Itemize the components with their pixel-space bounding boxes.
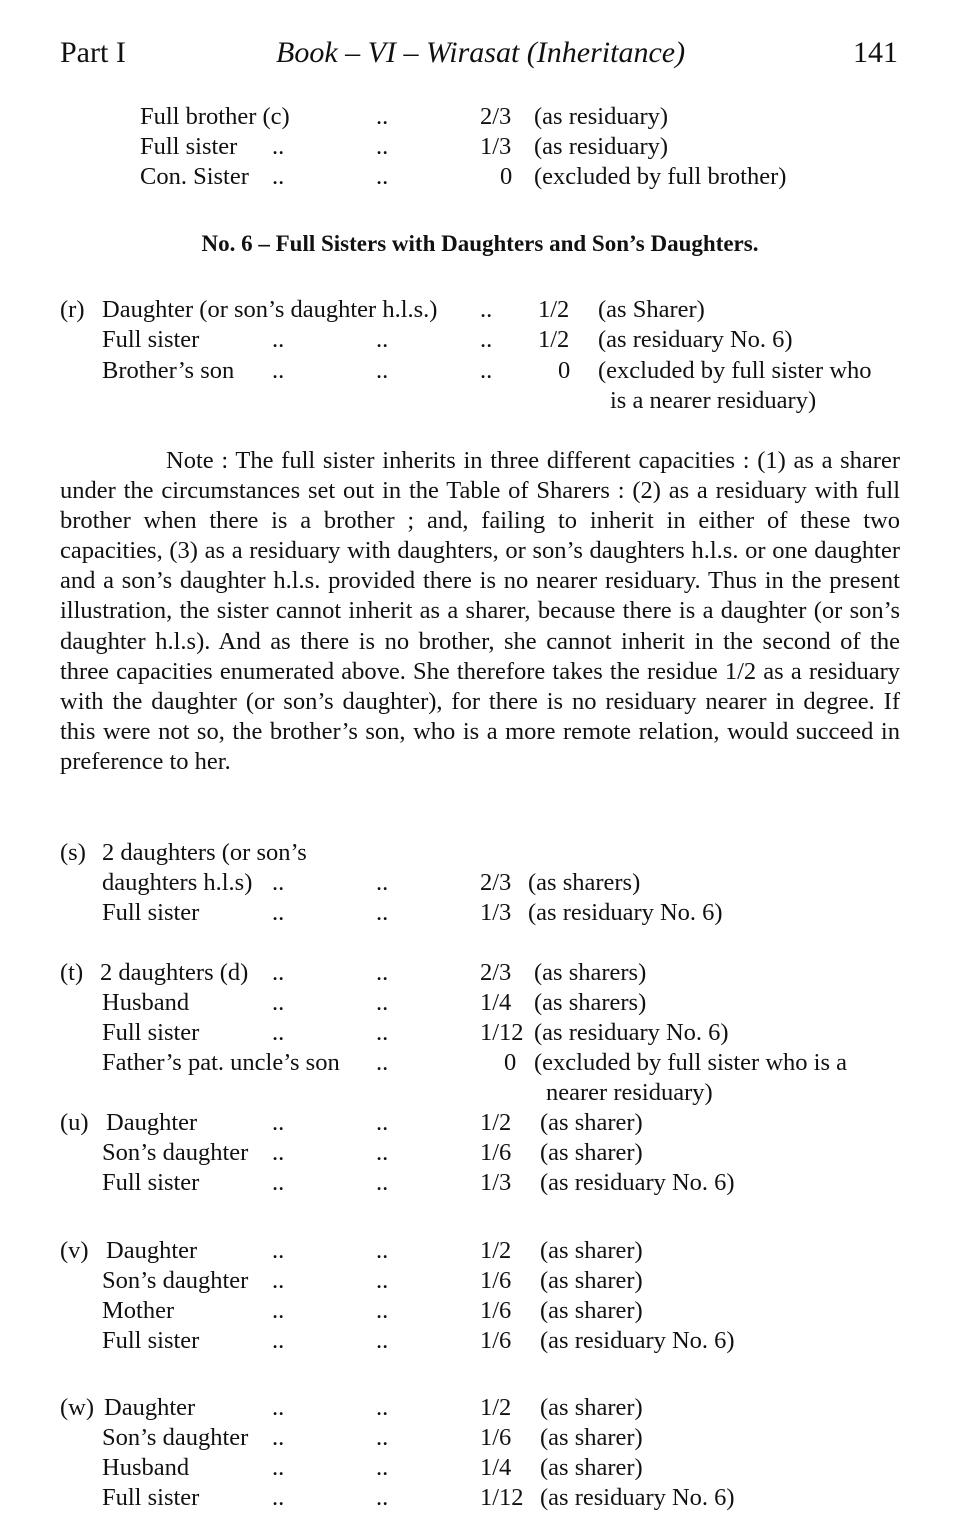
leader-dots: .. xyxy=(376,1394,389,1421)
share-value: 1/6 xyxy=(480,1424,512,1451)
leader-dots: .. xyxy=(272,1139,285,1166)
section-heading: No. 6 – Full Sisters with Daughters and Son’s Daughters. xyxy=(201,231,759,256)
heir-name: Daughter xyxy=(106,1109,198,1136)
share-note-continued: is a nearer residuary) xyxy=(610,387,817,414)
leader-dots: .. xyxy=(272,899,285,926)
share-note: (as residuary No. 6) xyxy=(540,1169,735,1196)
leader-dots: .. xyxy=(376,1237,389,1264)
table-row xyxy=(0,1393,960,1423)
leader-dots: .. xyxy=(272,1484,285,1511)
table-row xyxy=(0,1018,960,1048)
leader-dots: .. xyxy=(272,989,285,1016)
heir-name: Husband xyxy=(102,1454,190,1481)
share-value: 1/12 xyxy=(480,1484,524,1511)
leader-dots: .. xyxy=(272,1454,285,1481)
heir-name: daughters h.l.s) xyxy=(102,869,253,896)
table-row xyxy=(0,356,960,386)
share-note: (as residuary) xyxy=(534,103,669,130)
heir-name: Full sister xyxy=(140,133,238,160)
leader-dots: .. xyxy=(376,133,389,160)
table-row xyxy=(0,1168,960,1198)
case-label: (u) xyxy=(60,1109,89,1136)
share-note: (as residuary No. 6) xyxy=(534,1019,729,1046)
table-row xyxy=(0,1236,960,1266)
share-value: 0 xyxy=(558,357,571,384)
table-row xyxy=(0,295,960,325)
share-value: 2/3 xyxy=(480,959,512,986)
header-title: Book – VI – Wirasat (Inheritance) xyxy=(276,36,686,69)
heir-name: Full sister xyxy=(102,899,200,926)
leader-dots: .. xyxy=(376,989,389,1016)
heir-name: Full brother (c) xyxy=(140,103,290,130)
share-note: (as sharers) xyxy=(534,989,647,1016)
leader-dots: .. xyxy=(376,326,389,353)
leader-dots: .. xyxy=(376,1297,389,1324)
page-header xyxy=(60,30,898,70)
share-note: (excluded by full brother) xyxy=(534,163,787,190)
share-note: (as sharers) xyxy=(534,959,647,986)
share-value: 1/2 xyxy=(480,1237,512,1264)
share-value: 2/3 xyxy=(480,103,512,130)
share-value: 1/3 xyxy=(480,1169,512,1196)
table-row xyxy=(0,988,960,1018)
table-row xyxy=(0,868,960,898)
leader-dots: .. xyxy=(272,357,285,384)
table-row xyxy=(0,132,960,162)
leader-dots: .. xyxy=(272,133,285,160)
heir-name: Father’s pat. uncle’s son xyxy=(102,1049,340,1076)
table-row xyxy=(0,1453,960,1483)
heir-name: Con. Sister xyxy=(140,163,249,190)
table-row xyxy=(0,102,960,132)
table-row xyxy=(0,162,960,192)
share-value: 1/6 xyxy=(480,1297,512,1324)
leader-dots: .. xyxy=(376,357,389,384)
share-value: 1/3 xyxy=(480,133,512,160)
table-row xyxy=(0,1423,960,1453)
leader-dots: .. xyxy=(272,1109,285,1136)
leader-dots: .. xyxy=(272,1394,285,1421)
heir-name: Son’s daughter xyxy=(102,1424,249,1451)
share-value: 1/2 xyxy=(538,326,570,353)
leader-dots: .. xyxy=(376,869,389,896)
heir-name: Full sister xyxy=(102,1019,200,1046)
heir-name: 2 daughters (or son’s xyxy=(102,839,307,866)
heir-name: Full sister xyxy=(102,326,200,353)
share-note: (as residuary No. 6) xyxy=(540,1484,735,1511)
heir-name: 2 daughters (d) xyxy=(100,959,249,986)
share-note: (excluded by full sister who is a xyxy=(534,1049,847,1076)
table-row xyxy=(0,1048,960,1078)
leader-dots: .. xyxy=(272,959,285,986)
table-row xyxy=(0,325,960,355)
table-row xyxy=(0,958,960,988)
leader-dots: .. xyxy=(272,1019,285,1046)
leader-dots: .. xyxy=(272,326,285,353)
table-row xyxy=(0,1138,960,1168)
leader-dots: .. xyxy=(376,899,389,926)
share-note: (as sharer) xyxy=(540,1454,643,1481)
case-label: (s) xyxy=(60,839,86,866)
table-row xyxy=(0,386,960,416)
note-paragraph xyxy=(60,446,900,777)
heir-name: Brother’s son xyxy=(102,357,235,384)
share-note: (as residuary) xyxy=(534,133,669,160)
share-value: 0 xyxy=(504,1049,517,1076)
leader-dots: .. xyxy=(272,1327,285,1354)
leader-dots: .. xyxy=(376,1169,389,1196)
share-note: (excluded by full sister who xyxy=(598,357,872,384)
share-value: 1/6 xyxy=(480,1139,512,1166)
case-label: (t) xyxy=(60,959,84,986)
leader-dots: .. xyxy=(272,869,285,896)
share-note: (as sharer) xyxy=(540,1267,643,1294)
leader-dots: .. xyxy=(272,1169,285,1196)
leader-dots: .. xyxy=(376,1139,389,1166)
leader-dots: .. xyxy=(272,1297,285,1324)
leader-dots: .. xyxy=(272,1424,285,1451)
share-note: (as sharer) xyxy=(540,1424,643,1451)
leader-dots: .. xyxy=(376,163,389,190)
share-note: (as residuary No. 6) xyxy=(598,326,793,353)
table-row xyxy=(0,1483,960,1513)
share-value: 0 xyxy=(500,163,513,190)
share-value: 1/3 xyxy=(480,899,512,926)
heir-name: Daughter xyxy=(104,1394,196,1421)
leader-dots: .. xyxy=(376,103,389,130)
table-row xyxy=(0,1078,960,1108)
heir-name: Daughter xyxy=(106,1237,198,1264)
leader-dots: .. xyxy=(480,357,493,384)
note-text: Note : The full sister inherits in three different capacities : (1) as a sharer under the circumstances set out in the Table of Sharers : (2) as a residuary with full brother when there is a brother ; and, failing to inherit in either of these two capacities, (3) as a residuary with daughters, or son’s daughters h.l.s. or one daughter and a son’s daughter h.l.s. provided there is no nearer residuary. Thus in the present illustration, the sister cannot inherit as a sharer, because there is a daughter (or son’s daughter h.l.s). And as there is no brother, she cannot inherit in the second of the three capacities enumerated above. She therefore takes the residue 1/2 as a residuary with the daughter (or son’s daughter), for there is no residuary nearer in degree. If this were not so, the brother’s son, who is a more remote relation, would succeed in preference to her. xyxy=(60,447,900,775)
share-value: 1/2 xyxy=(538,296,570,323)
leader-dots: .. xyxy=(272,1267,285,1294)
share-note: (as sharer) xyxy=(540,1139,643,1166)
share-value: 2/3 xyxy=(480,869,512,896)
leader-dots: .. xyxy=(376,1267,389,1294)
share-value: 1/6 xyxy=(480,1267,512,1294)
table-row xyxy=(0,1326,960,1356)
table-row xyxy=(0,1296,960,1326)
leader-dots: .. xyxy=(376,1484,389,1511)
share-value: 1/6 xyxy=(480,1327,512,1354)
heir-name: Mother xyxy=(102,1297,175,1324)
leader-dots: .. xyxy=(376,1109,389,1136)
case-label: (w) xyxy=(60,1394,95,1421)
share-value: 1/2 xyxy=(480,1394,512,1421)
share-note: (as Sharer) xyxy=(598,296,705,323)
share-value: 1/12 xyxy=(480,1019,524,1046)
leader-dots: .. xyxy=(480,326,493,353)
header-part: Part I xyxy=(60,36,126,69)
share-note: (as sharer) xyxy=(540,1109,643,1136)
leader-dots: .. xyxy=(272,1237,285,1264)
heir-name: Full sister xyxy=(102,1169,200,1196)
leader-dots: .. xyxy=(376,1327,389,1354)
case-label: (r) xyxy=(60,296,85,323)
leader-dots: .. xyxy=(376,1454,389,1481)
share-note: (as sharer) xyxy=(540,1297,643,1324)
page-number: 141 xyxy=(853,36,898,69)
leader-dots: .. xyxy=(376,1019,389,1046)
heir-name: Husband xyxy=(102,989,190,1016)
table-row xyxy=(0,1108,960,1138)
share-value: 1/2 xyxy=(480,1109,512,1136)
leader-dots: .. xyxy=(272,163,285,190)
share-note: (as residuary No. 6) xyxy=(540,1327,735,1354)
leader-dots: .. xyxy=(480,296,493,323)
table-row xyxy=(0,838,960,868)
heir-name: Full sister xyxy=(102,1327,200,1354)
table-row xyxy=(0,1266,960,1296)
heir-name: Son’s daughter xyxy=(102,1267,249,1294)
share-value: 1/4 xyxy=(480,989,512,1016)
leader-dots: .. xyxy=(376,959,389,986)
leader-dots: .. xyxy=(376,1049,389,1076)
heir-name: Son’s daughter xyxy=(102,1139,249,1166)
heir-name: Daughter (or son’s daughter h.l.s.) xyxy=(102,296,438,323)
case-label: (v) xyxy=(60,1237,89,1264)
share-note: (as sharer) xyxy=(540,1394,643,1421)
share-note-continued: nearer residuary) xyxy=(546,1079,713,1106)
heir-name: Full sister xyxy=(102,1484,200,1511)
share-value: 1/4 xyxy=(480,1454,512,1481)
share-note: (as residuary No. 6) xyxy=(528,899,723,926)
share-note: (as sharers) xyxy=(528,869,641,896)
share-note: (as sharer) xyxy=(540,1237,643,1264)
leader-dots: .. xyxy=(376,1424,389,1451)
table-row xyxy=(0,898,960,928)
